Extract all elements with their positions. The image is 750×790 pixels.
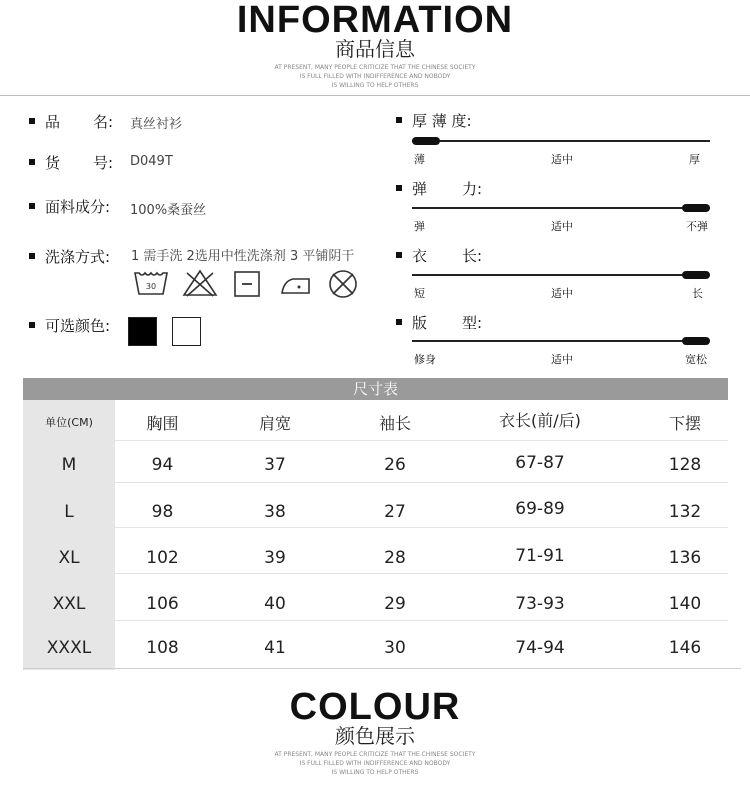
table-cell: 140 xyxy=(668,594,702,614)
size-xl: XL xyxy=(58,548,80,568)
information-title: INFORMATION xyxy=(236,0,514,41)
name-label-a: 品 xyxy=(45,113,61,131)
colour-title: COLOUR xyxy=(289,686,461,728)
size-table-title: 尺寸表 xyxy=(23,378,728,400)
hand-wash-30-icon xyxy=(133,269,169,297)
header-hem: 下摆 xyxy=(668,414,701,433)
table-cell: 38 xyxy=(264,502,286,522)
fabric-value: 100%桑蚕丝 xyxy=(130,203,207,218)
length-track xyxy=(412,274,710,276)
row-divider xyxy=(115,620,728,621)
elasticity-right: 不弹 xyxy=(686,220,708,233)
elasticity-left: 弹 xyxy=(414,220,425,233)
elasticity-track xyxy=(412,207,710,209)
table-cell: 67-87 xyxy=(515,453,565,473)
table-cell: 102 xyxy=(146,548,179,568)
table-cell: 26 xyxy=(384,455,406,475)
row-divider xyxy=(115,573,728,574)
length-right: 长 xyxy=(692,287,703,300)
fit-label-b: 型: xyxy=(462,314,483,332)
colour-subtitle: 颜色展示 xyxy=(335,724,415,748)
wash-label: 洗涤方式: xyxy=(45,248,111,266)
bullet xyxy=(29,322,35,328)
fit-mid: 适中 xyxy=(551,353,573,366)
header-shoulder: 肩宽 xyxy=(258,414,291,433)
wash-temp-text: 30 xyxy=(145,282,157,291)
code-label-a: 货 xyxy=(45,154,61,172)
elasticity-knob xyxy=(682,204,710,212)
row-divider xyxy=(115,482,728,483)
code-label-b: 号: xyxy=(93,154,114,172)
table-cell: 74-94 xyxy=(515,638,565,658)
elasticity-label-b: 力: xyxy=(462,180,483,198)
name-value: 真丝衬衫 xyxy=(130,117,183,132)
bullet xyxy=(29,203,35,209)
colour-tagline-2: IS FULL FILLED WITH INDIFFERENCE AND NOBODY xyxy=(299,760,451,767)
table-cell: 132 xyxy=(668,502,702,522)
table-cell: 27 xyxy=(384,502,406,522)
fit-label-a: 版 xyxy=(412,314,428,332)
bullet xyxy=(29,159,35,165)
elasticity-mid: 适中 xyxy=(551,220,573,233)
table-cell: 69-89 xyxy=(515,499,565,519)
table-cell: 94 xyxy=(151,455,174,475)
bullet xyxy=(29,253,35,259)
table-cell: 30 xyxy=(384,638,406,658)
size-m: M xyxy=(61,455,77,475)
name-label-b: 名: xyxy=(93,113,114,131)
length-mid: 适中 xyxy=(551,287,573,300)
table-cell: 40 xyxy=(264,594,286,614)
thickness-mid: 适中 xyxy=(551,153,573,166)
fit-left: 修身 xyxy=(414,353,436,366)
table-cell: 29 xyxy=(384,594,406,614)
colour-tagline-3: IS WILLING TO HELP OTHERS xyxy=(331,769,419,776)
table-cell: 41 xyxy=(264,638,286,658)
size-xxxl: XXXL xyxy=(46,638,92,658)
tumble-dry-flat-icon xyxy=(233,270,261,298)
size-l: L xyxy=(64,502,74,522)
color-swatch-white[interactable] xyxy=(172,317,201,346)
bullet xyxy=(396,319,402,325)
code-value: D049T xyxy=(130,154,173,169)
header-sleeve: 袖长 xyxy=(378,414,411,433)
table-cell: 128 xyxy=(668,455,702,475)
bullet xyxy=(396,252,402,258)
thickness-left: 薄 xyxy=(414,153,425,166)
table-cell: 136 xyxy=(668,548,702,568)
length-label-b: 长: xyxy=(462,247,483,265)
fit-track xyxy=(412,340,710,342)
thickness-knob xyxy=(412,137,440,145)
fit-right: 宽松 xyxy=(685,353,707,366)
thickness-right: 厚 xyxy=(689,153,700,166)
bullet xyxy=(29,118,35,124)
size-xxl: XXL xyxy=(52,594,86,614)
table-bottom-line xyxy=(23,668,741,669)
information-tagline-3: IS WILLING TO HELP OTHERS xyxy=(331,82,419,89)
fit-knob xyxy=(682,337,710,345)
thickness-label: 厚 薄 度: xyxy=(412,112,472,130)
table-cell: 146 xyxy=(668,638,702,658)
header-unit: 单位(CM) xyxy=(45,416,93,429)
no-dry-clean-icon xyxy=(327,268,359,300)
fabric-label: 面料成分: xyxy=(45,198,111,216)
header-length: 衣长(前/后) xyxy=(499,411,581,430)
table-cell: 37 xyxy=(264,455,286,475)
information-tagline-1: AT PRESENT, MANY PEOPLE CRITICIZE THAT THE CHINESE SOCIETY xyxy=(274,64,476,71)
length-left: 短 xyxy=(414,287,425,300)
table-cell: 39 xyxy=(264,548,286,568)
table-cell: 28 xyxy=(384,548,406,568)
bullet xyxy=(396,117,402,123)
table-cell: 73-93 xyxy=(515,594,565,614)
bullet xyxy=(396,185,402,191)
table-cell: 108 xyxy=(146,638,179,658)
colour-tagline-1: AT PRESENT, MANY PEOPLE CRITICIZE THAT THE CHINESE SOCIETY xyxy=(274,751,476,758)
row-divider xyxy=(115,527,728,528)
no-bleach-icon xyxy=(181,268,219,298)
information-subtitle: 商品信息 xyxy=(335,37,415,61)
table-cell: 106 xyxy=(146,594,179,614)
color-swatch-black[interactable] xyxy=(128,317,157,346)
length-label-a: 衣 xyxy=(412,247,428,265)
information-divider xyxy=(0,95,750,96)
table-cell: 71-91 xyxy=(515,546,565,566)
colors-label: 可选颜色: xyxy=(45,317,111,335)
table-cell: 98 xyxy=(151,502,174,522)
iron-icon xyxy=(279,273,313,297)
information-tagline-2: IS FULL FILLED WITH INDIFFERENCE AND NOBODY xyxy=(299,73,451,80)
row-divider xyxy=(115,440,728,441)
elasticity-label-a: 弹 xyxy=(412,180,428,198)
size-column-bg xyxy=(23,400,115,670)
length-knob xyxy=(682,271,710,279)
header-chest: 胸围 xyxy=(146,414,179,433)
wash-value: 1 需手洗 2选用中性洗涤剂 3 平铺阴干 xyxy=(131,249,355,264)
thickness-track xyxy=(412,140,710,142)
